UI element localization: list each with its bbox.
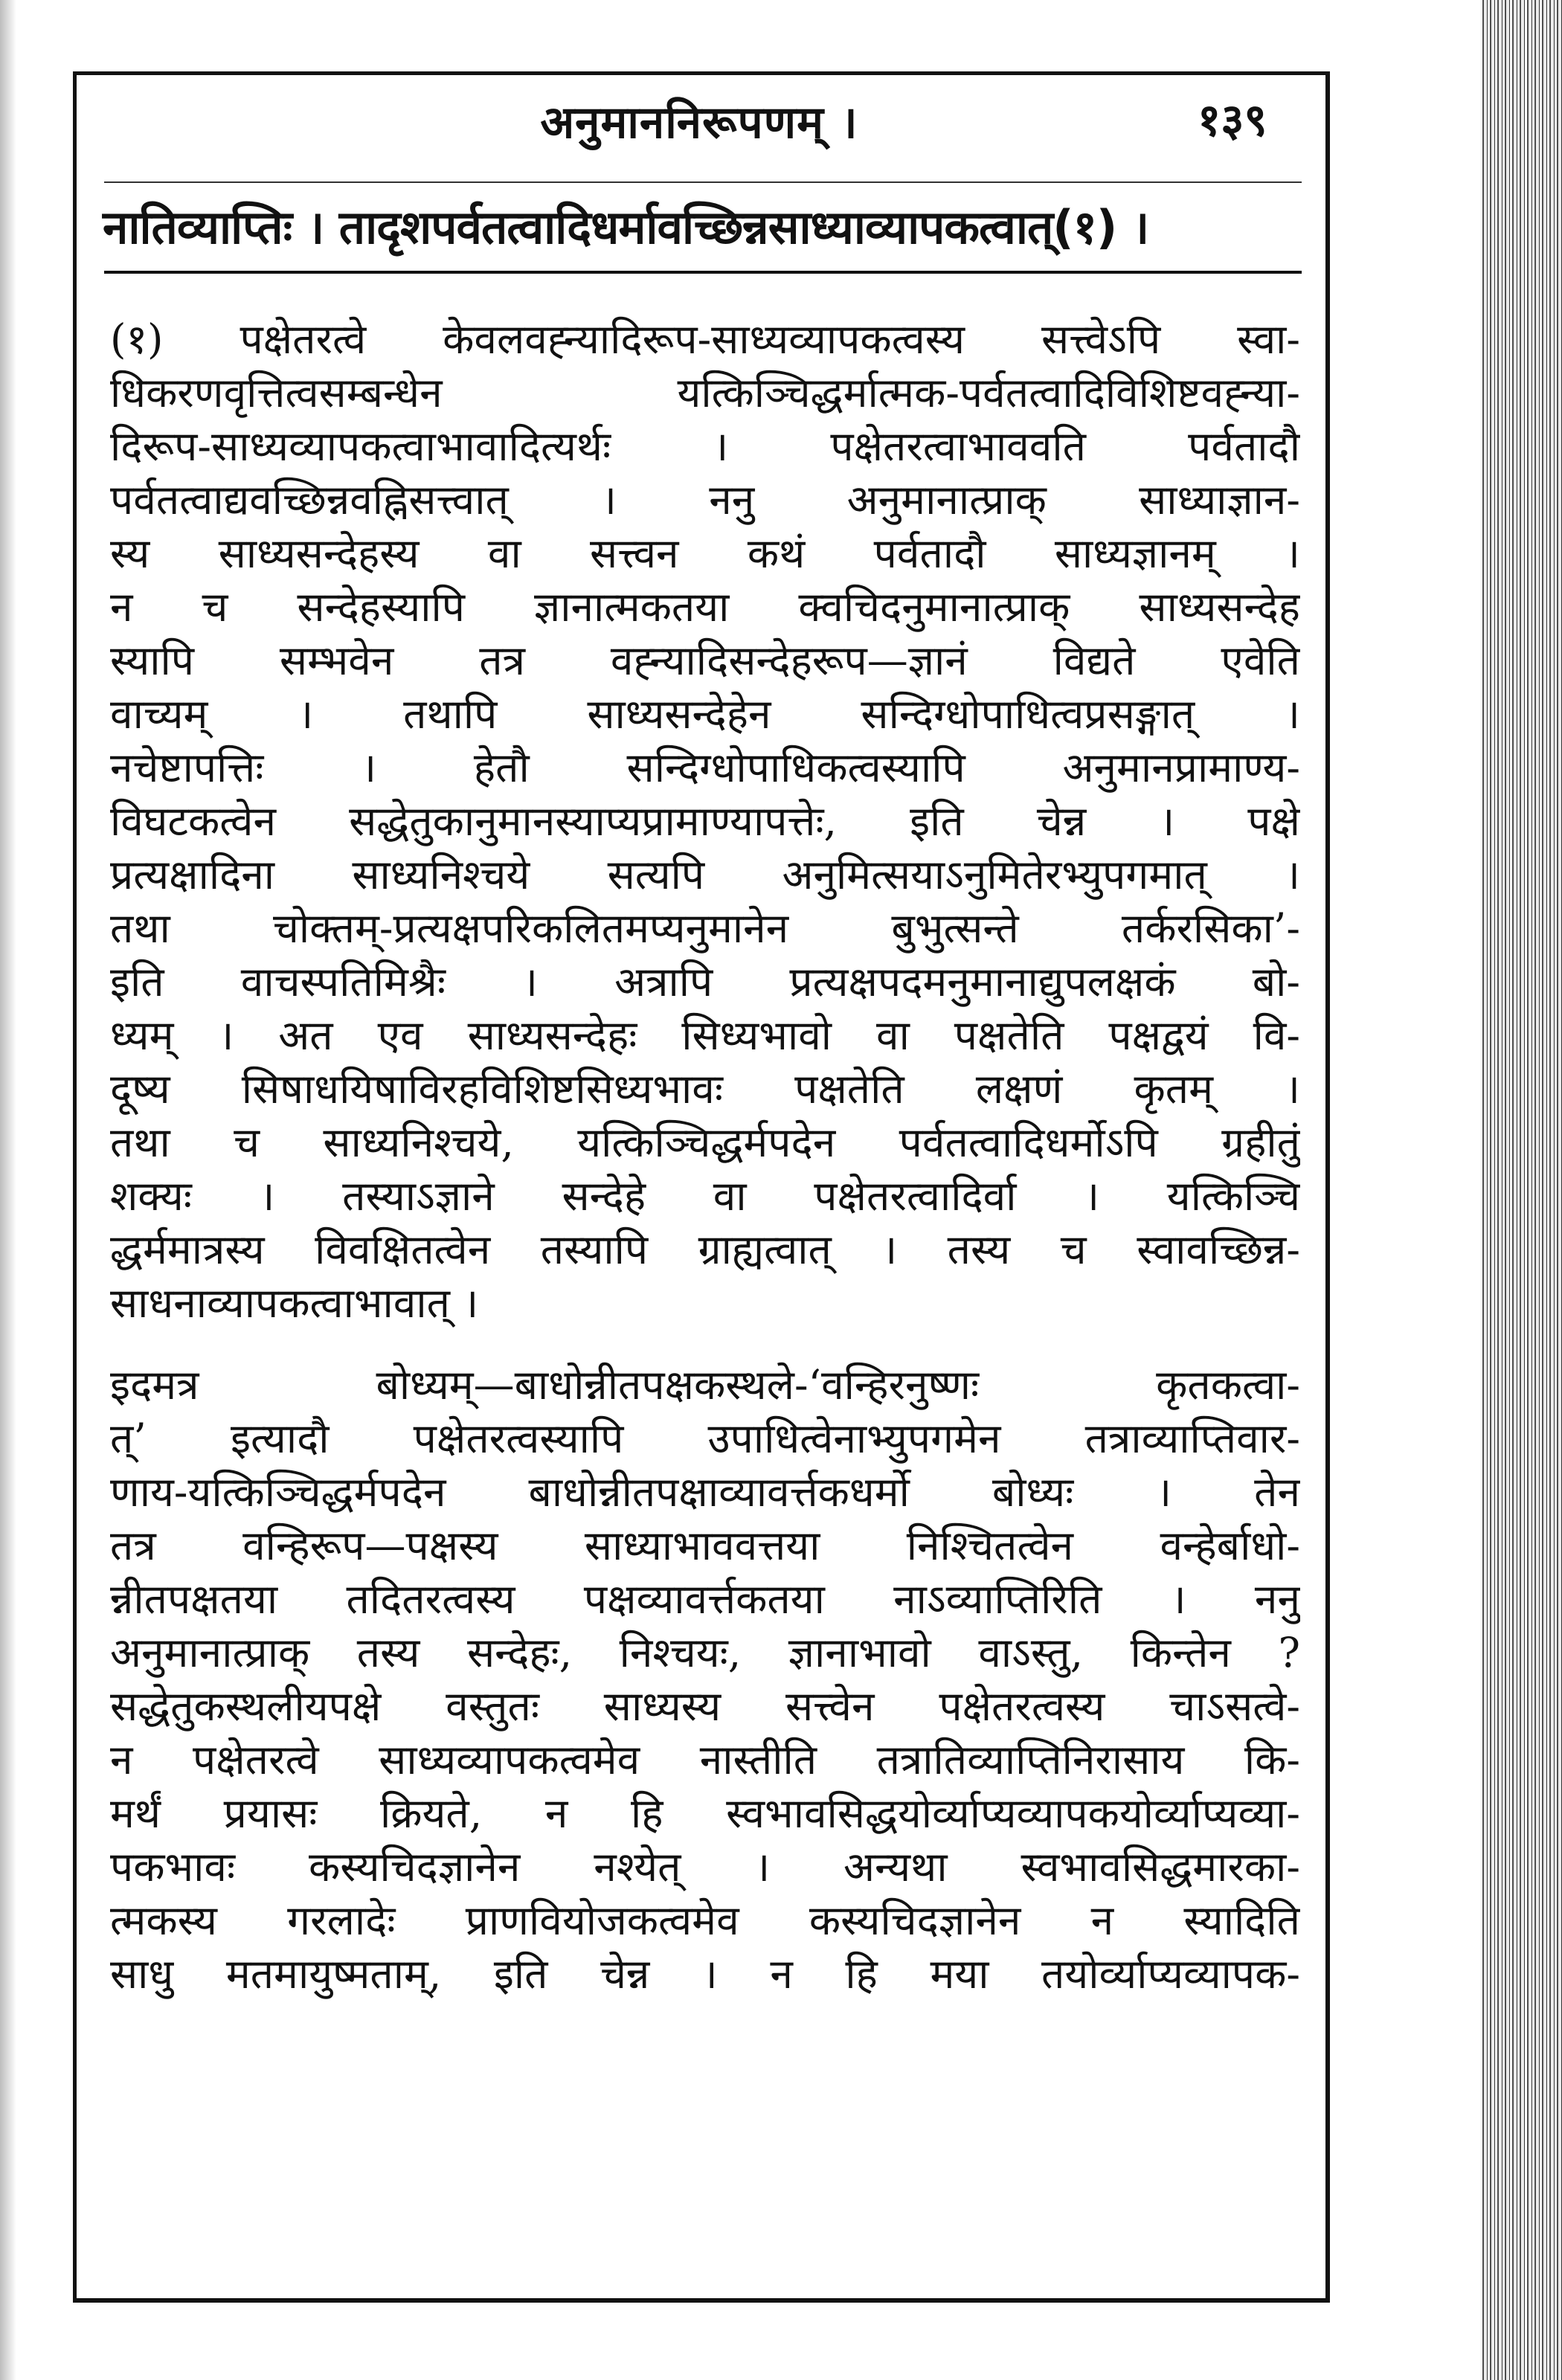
footnote-rule [104,271,1302,274]
text-line: साधनाव्यापकत्वाभावात् । [110,1279,479,1327]
second-paragraph [110,1358,1300,2001]
text-line: शक्यः । तस्याऽज्ञाने सन्देहे वा पक्षेतरत्वादिर्वा । यत्किञ्चि [110,1172,1300,1220]
text-line: न्नीतपक्षतया तदितरत्वस्य पक्षव्यावर्त्तकतया नाऽव्याप्तिरिति । ननु [110,1575,1300,1623]
text-line: पर्वतत्वाद्यवच्छिन्नवह्निसत्त्वात् । ननु अनुमानात्प्राक् साध्याज्ञान- [110,476,1300,524]
commentary-block [110,312,1300,2001]
scan-left-edge [0,0,16,2380]
text-line: स्यापि सम्भवेन तत्र वह्न्यादिसन्देहरूप—ज्ञानं विद्यते एवेति [110,637,1300,684]
text-line: स्य साध्यसन्देहस्य वा सत्त्वन कथं पर्वतादौ साध्यज्ञानम् । [110,530,1300,577]
text-line: तथा चोक्तम्-प्रत्यक्षपरिकलितमप्यनुमानेन बुभुत्सन्ते तर्करसिका’- [110,904,1300,952]
footnote-paragraph [110,312,1300,1330]
text-line: तथा च साध्यनिश्चये, यत्किञ्चिद्धर्मपदेन पर्वतत्वादिधर्मोऽपि ग्रहीतुं [110,1119,1300,1166]
text-line: अनुमानात्प्राक् तस्य सन्देहः, निश्चयः, ज्ञानाभावो वाऽस्तु, किन्तेन ? [110,1629,1300,1676]
text-line: ध्यम् । अत एव साध्यसन्देहः सिध्यभावो वा पक्षतेति पक्षद्वयं वि- [110,1012,1300,1059]
text-line: साधु मतमायुष्मताम्, इति चेन्न । न हि मया तयोर्व्याप्यव्यापक- [110,1950,1300,1998]
text-line: पकभावः कस्यचिदज्ञानेन नश्येत् । अन्यथा स्वभावसिद्धमारका- [110,1843,1300,1891]
header-rule [104,181,1302,183]
text-line: प्रत्यक्षादिना साध्यनिश्चये सत्यपि अनुमित्सयाऽनुमितेरभ्युपगमात् । [110,851,1300,898]
text-line: दिरूप-साध्यव्यापकत्वाभावादित्यर्थः । पक्षेतरत्वाभाववति पर्वतादौ [110,422,1300,470]
text-line: नचेष्टापत्तिः । हेतौ सन्दिग्धोपाधिकत्वस्यापि अनुमानप्रामाण्य- [110,744,1300,791]
text-line: धिकरणवृत्तित्वसम्बन्धेन यत्किञ्चिद्धर्मात्मक-पर्वतत्वादिविशिष्टवह्न्या- [110,369,1300,416]
running-header [104,83,1294,158]
text-line: इदमत्र बोध्यम्—बाधोन्नीतपक्षकस्थले-‘वन्हिरनुष्णः कृतकत्वा- [110,1361,1300,1409]
text-line: मर्थं प्रयासः क्रियते, न हि स्वभावसिद्धयोर्व्याप्यव्यापकयोर्व्याप्यव्या- [110,1789,1300,1837]
text-line: इति वाचस्पतिमिश्रैः । अत्रापि प्रत्यक्षपदमनुमानाद्युपलक्षकं बो- [110,958,1300,1006]
text-line: णाय-यत्किञ्चिद्धर्मपदेन बाधोन्नीतपक्षाव्यावर्त्तकधर्मो बोध्यः । तेन [110,1468,1300,1516]
text-line: न पक्षेतरत्वे साध्यव्यापकत्वमेव नास्तीति तत्रातिव्याप्तिनिरासाय कि- [110,1736,1300,1784]
text-line: द्धर्ममात्रस्य विवक्षितत्वेन तस्यापि ग्राह्यत्वात् । तस्य च स्वावच्छिन्न- [110,1226,1300,1273]
paragraph-gap [110,1330,1300,1358]
page-number: १३९ [1198,94,1267,147]
text-line: त्’ इत्यादौ पक्षेतरत्वस्यापि उपाधित्वेनाभ्युपगमेन तत्राव्याप्तिवार- [110,1415,1300,1462]
header-title: अनुमाननिरूपणम् । [540,97,858,149]
text-line: (१) पक्षेतरत्वे केवलवह्न्यादिरूप-साध्यव्यापकत्वस्य सत्त्वेऽपि स्वा- [110,315,1300,363]
text-line: त्मकस्य गरलादेः प्राणवियोजकत्वमेव कस्यचिदज्ञानेन न स्यादिति [110,1897,1300,1944]
text-line: सद्धेतुकस्थलीयपक्षे वस्तुतः साध्यस्य सत्त्वेन पक्षेतरत्वस्य चाऽसत्वे- [110,1682,1300,1730]
scan-binding-gutter [1480,0,1562,2380]
main-text-line: नातिव्याप्तिः । तादृशपर्वतत्वादिधर्मावच्छिन्नसाध्याव्यापकत्वात्(१) । [103,200,1149,254]
text-line: वाच्यम् । तथापि साध्यसन्देहेन सन्दिग्धोपाधित्वप्रसङ्गात् । [110,690,1300,738]
text-line: तत्र वन्हिरूप—पक्षस्य साध्याभाववत्तया निश्चितत्वेन वन्हेर्बाधो- [110,1522,1300,1569]
text-line: दूष्य सिषाधयिषाविरहविशिष्टसिध्यभावः पक्षतेति लक्षणं कृतम् । [110,1065,1300,1113]
text-line: विघटकत्वेन सद्धेतुकानुमानस्याप्यप्रामाण्यापत्तेः, इति चेन्न । पक्षे [110,797,1300,845]
text-line: न च सन्देहस्यापि ज्ञानात्मकतया क्वचिदनुमानात्प्राक् साध्यसन्देह [110,583,1300,631]
